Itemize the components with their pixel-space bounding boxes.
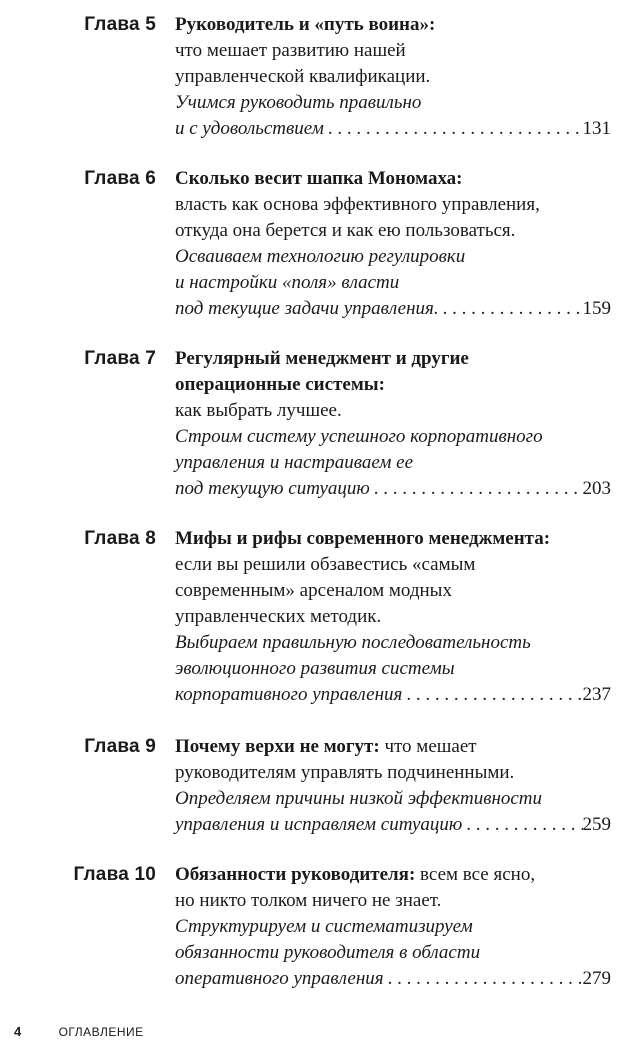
toc-leader-line	[175, 812, 611, 838]
chapter-subtitle-text: Строим систему успешного корпоративного	[175, 426, 543, 447]
description-line	[175, 270, 611, 296]
chapter-text: современным» арсеналом модных	[175, 580, 452, 601]
chapter-title: Почему верхи не могут:	[175, 736, 380, 757]
chapter-subtitle-text: Осваиваем технологию регулировки	[175, 246, 466, 267]
page-number: 4	[14, 1024, 22, 1039]
chapter-text: власть как основа эффективного управления,	[175, 194, 540, 215]
toc-leader-line	[175, 966, 611, 992]
description-line	[175, 450, 611, 476]
chapter-title: Руководитель и «путь воина»:	[175, 14, 436, 35]
chapter-label: Глава 6	[84, 168, 156, 189]
description-line	[175, 244, 611, 270]
chapter-title: Регулярный менеджмент и другие	[175, 348, 469, 369]
chapter-subtitle-text: Определяем причины низкой эффективности	[175, 788, 543, 809]
description-line	[175, 346, 611, 372]
chapter-subtitle-text: эволюционного развития системы	[175, 658, 455, 679]
dot-leader	[370, 476, 583, 502]
description-line	[175, 734, 611, 760]
chapter-text: что мешает	[379, 736, 477, 757]
page-reference[interactable]: 159	[582, 298, 611, 319]
page-reference[interactable]: 237	[582, 684, 611, 705]
description-line	[175, 64, 611, 90]
page-footer	[14, 1024, 144, 1040]
chapter-subtitle-text: Учимся руководить правильно	[175, 92, 422, 113]
dot-leader	[402, 682, 582, 708]
chapter-title: операционные системы:	[175, 374, 385, 395]
description-line	[175, 218, 611, 244]
description-line	[175, 192, 611, 218]
description-line	[175, 424, 611, 450]
chapter-subtitle-text: управления и настраиваем ее	[175, 452, 414, 473]
description-line	[175, 940, 611, 966]
chapter-text: если вы решили обзавестись «самым	[175, 554, 476, 575]
chapter-text: управленческих методик.	[175, 606, 382, 627]
chapter-subtitle-text: управления и исправляем ситуацию	[175, 814, 463, 835]
toc-leader-line	[175, 116, 611, 142]
description-line	[175, 888, 611, 914]
chapter-label: Глава 8	[84, 528, 156, 549]
chapter-text: руководителям управлять подчиненными.	[175, 762, 515, 783]
description-line	[175, 372, 611, 398]
description-line	[175, 914, 611, 940]
description-line	[175, 398, 611, 424]
description-line	[175, 760, 611, 786]
chapter-text: но никто толком ничего не знает.	[175, 890, 442, 911]
description-line	[175, 862, 611, 888]
chapter-subtitle-text: корпоративного управления	[175, 684, 403, 705]
chapter-text: управленческой квалификации.	[175, 66, 431, 87]
chapter-description	[175, 166, 611, 322]
description-line	[175, 604, 611, 630]
chapter-description	[175, 734, 611, 838]
description-line	[175, 90, 611, 116]
toc-leader-line	[175, 476, 611, 502]
description-line	[175, 166, 611, 192]
description-line	[175, 526, 611, 552]
chapter-label: Глава 9	[84, 736, 156, 757]
chapter-text: откуда она берется и как ею пользоваться.	[175, 220, 516, 241]
description-line	[175, 552, 611, 578]
running-header: ОГЛАВЛЕНИЕ	[58, 1025, 144, 1039]
chapter-label: Глава 5	[84, 14, 156, 35]
toc-leader-line	[175, 296, 611, 322]
dot-leader	[384, 966, 583, 992]
chapter-subtitle-text: Структурируем и систематизируем	[175, 916, 473, 937]
chapter-description	[175, 526, 611, 708]
chapter-subtitle-text: под текущую ситуацию	[175, 478, 370, 499]
chapter-title: Сколько весит шапка Мономаха:	[175, 168, 463, 189]
page-reference[interactable]: 203	[582, 478, 611, 499]
description-line	[175, 12, 611, 38]
chapter-subtitle-text: под текущие задачи управления.	[175, 298, 439, 319]
description-line	[175, 630, 611, 656]
chapter-text: всем все ясно,	[415, 864, 536, 885]
chapter-text: как выбрать лучшее.	[175, 400, 342, 421]
chapter-subtitle-text: и настройки «поля» власти	[175, 272, 400, 293]
chapter-description	[175, 12, 611, 142]
description-line	[175, 656, 611, 682]
chapter-label: Глава 7	[84, 348, 156, 369]
dot-leader	[324, 116, 583, 142]
chapter-subtitle-text: Выбираем правильную последовательность	[175, 632, 531, 653]
description-line	[175, 38, 611, 64]
toc-leader-line	[175, 682, 611, 708]
chapter-subtitle-text: оперативного управления	[175, 968, 384, 989]
dot-leader	[439, 296, 583, 322]
chapter-title: Обязанности руководителя:	[175, 864, 416, 885]
dot-leader	[462, 812, 582, 838]
chapter-description	[175, 862, 611, 992]
chapter-subtitle-text: и с удовольствием	[175, 118, 324, 139]
description-line	[175, 578, 611, 604]
page-reference[interactable]: 279	[582, 968, 611, 989]
page-reference[interactable]: 131	[582, 118, 611, 139]
description-line	[175, 786, 611, 812]
chapter-label: Глава 10	[73, 864, 156, 885]
page-reference[interactable]: 259	[582, 814, 611, 835]
chapter-subtitle-text: обязанности руководителя в области	[175, 942, 481, 963]
chapter-description	[175, 346, 611, 502]
chapter-text: что мешает развитию нашей	[175, 40, 406, 61]
chapter-title: Мифы и рифы современного менеджмента:	[175, 528, 551, 549]
